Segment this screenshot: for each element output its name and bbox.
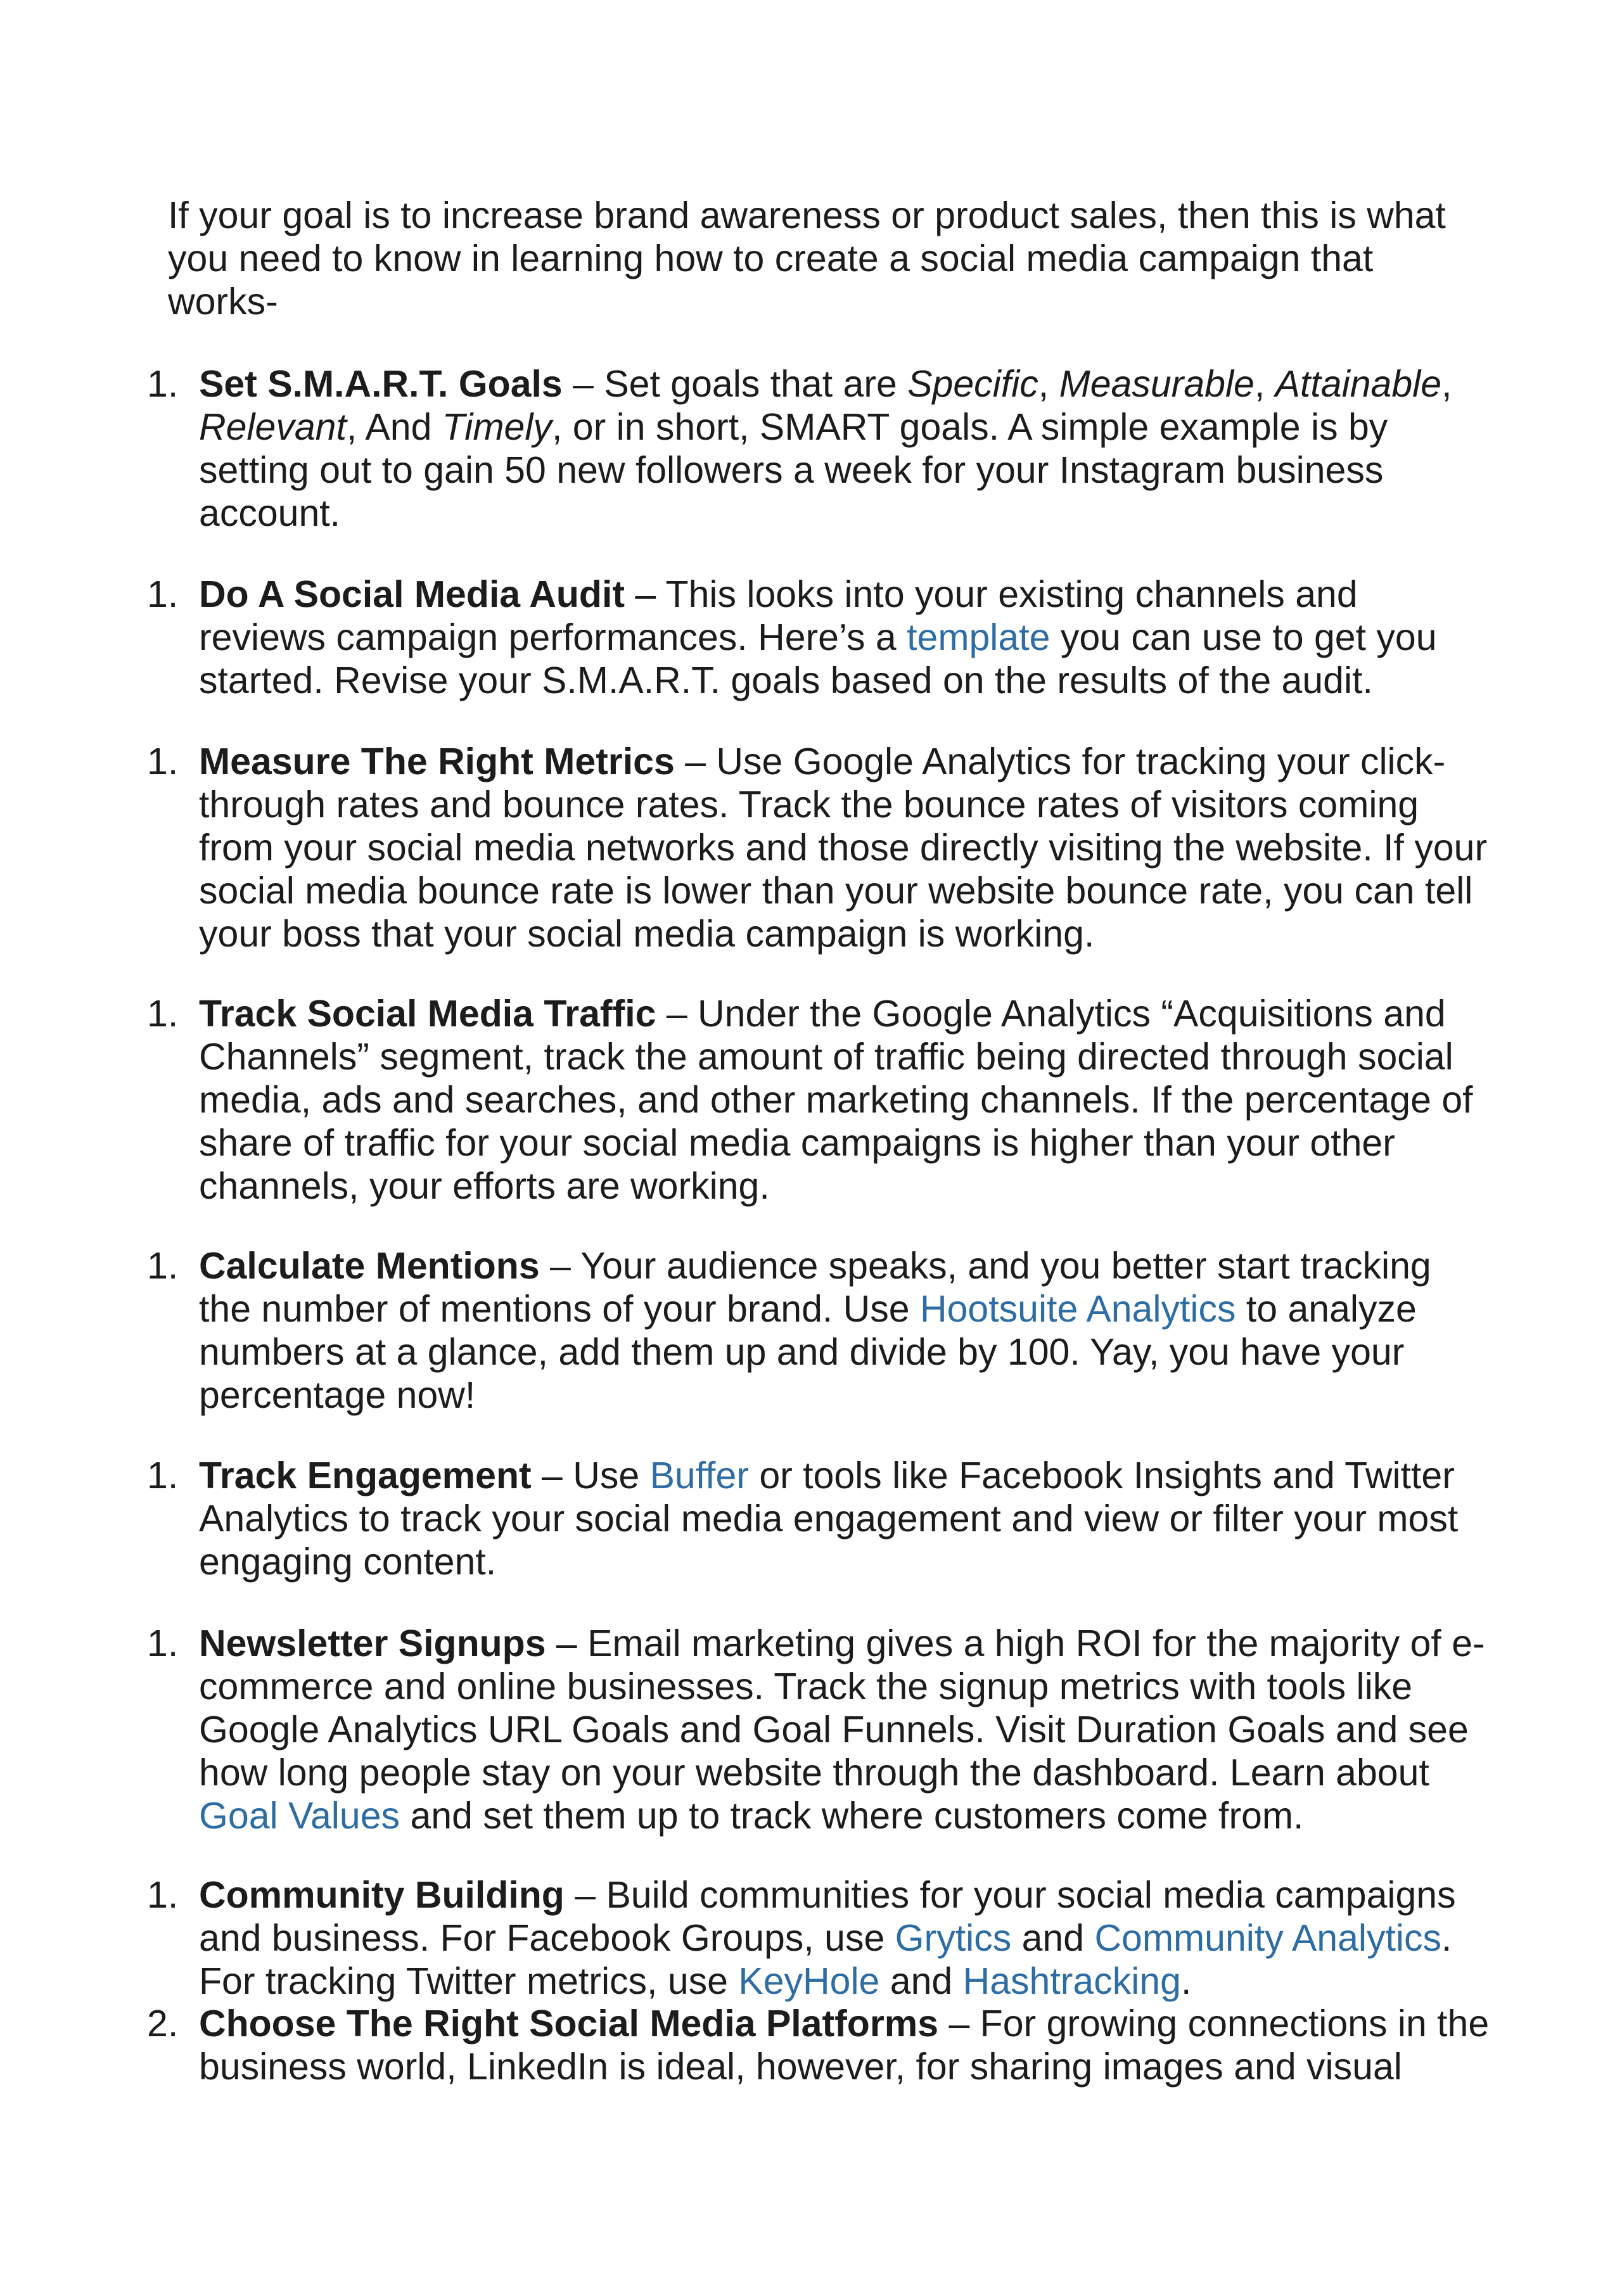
item-text: and set them up to track where customers come from. [400,1795,1304,1837]
goal-values-link[interactable]: Goal Values [199,1795,400,1837]
intro-line: you need to know in learning how to create a social media campaign that [168,238,1374,279]
item-text: , [1254,363,1275,405]
list-item-smart-goals [147,362,1490,535]
list-number: 2. [147,2003,179,2044]
item-text: – Build communities for your social media campaigns and business. For Facebook Groups, use [199,1874,1456,1959]
item-heading: Community Building [199,1874,565,1916]
item-text: – Your audience speaks, and you better start tracking the number of mentions of your brand. Use [199,1245,1431,1330]
item-text: – For growing connections in the business world, LinkedIn is ideal, however, for sharing images and visual [199,2003,1490,2088]
list-number: 1. [147,993,179,1035]
item-text: , [1038,363,1059,405]
intro-line: If your goal is to increase brand awareness or product sales, then this is what [168,195,1446,236]
item-emphasis: Timely [442,406,552,448]
list-item-text [199,573,1490,702]
item-text: , or in short, SMART goals. A simple example is by setting out to gain 50 new followers a week for your Instagram business account. [199,406,1388,534]
item-heading: Track Engagement [199,1455,532,1496]
intro-paragraph [168,194,1473,323]
list-item-social-media-audit [147,573,1490,702]
item-heading: Calculate Mentions [199,1245,540,1287]
hashtracking-link[interactable]: Hashtracking [962,1960,1181,2002]
list-item-calculate-mentions [147,1244,1490,1417]
list-item-text [199,1622,1490,1837]
item-text: and [879,1960,963,2002]
item-text: and [1011,1917,1095,1959]
list-item-community-building [147,1873,1490,2003]
item-text: , [1441,363,1452,405]
item-text: – Under the Google Analytics “Acquisitions and Channels” segment, track the amount of traffic being directed through social media, ads and searches, and other marketing channels. If the percentage of share of traffic for your social media campaigns is higher than your other channels, your efforts are working. [199,993,1473,1207]
list-number: 1. [147,741,179,782]
grytics-link[interactable]: Grytics [895,1917,1012,1959]
list-number: 1. [147,1874,179,1916]
item-text: . [1180,1960,1192,2002]
item-text: . For tracking Twitter metrics, use [199,1917,1452,2002]
list-item-newsletter-signups [147,1622,1490,1837]
list-number: 1. [147,363,179,405]
item-text: – Email marketing gives a high ROI for the majority of e-commerce and online businesses. Track the signup metrics with tools like Google Analytics URL Goals and Goal Funnels. Visit Duration Goals and see how long people stay on your website through the dashboard. Learn about [199,1623,1485,1794]
item-text: , And [346,406,442,448]
buffer-link[interactable]: Buffer [649,1455,749,1496]
list-item-social-media-traffic [147,992,1490,1208]
item-text: to analyze numbers at a glance, add them up and divide by 100. Yay, you have your percentage now! [199,1288,1417,1416]
list-number: 1. [147,1455,179,1496]
list-item-text [199,1873,1490,2003]
list-item-track-engagement [147,1454,1490,1583]
item-heading: Set S.M.A.R.T. Goals [199,363,563,405]
list-item-text [199,362,1490,535]
item-text: – Use Google Analytics for tracking your click-through rates and bounce rates. Track the bounce rates of visitors coming from your social media networks and those directly visiting the website. If your social media bounce rate is lower than your website bounce rate, you can tell your boss that your social media campaign is working. [199,741,1488,955]
list-item-text [199,1244,1490,1417]
keyhole-link[interactable]: KeyHole [738,1960,880,2002]
community-analytics-link[interactable]: Community Analytics [1094,1917,1442,1959]
list-item-text [199,740,1490,955]
list-item-right-metrics [147,740,1490,955]
item-heading: Track Social Media Traffic [199,993,656,1035]
item-text: you can use to get you started. Revise your S.M.A.R.T. goals based on the results of the audit. [199,616,1437,701]
hootsuite-analytics-link[interactable]: Hootsuite Analytics [920,1288,1236,1330]
item-emphasis: Measurable [1059,363,1255,405]
item-heading: Choose The Right Social Media Platforms [199,2003,939,2044]
item-text: – This looks into your existing channels and reviews campaign performances. Here’s a [199,573,1358,658]
item-emphasis: Specific [907,363,1038,405]
item-text: – Use [531,1455,650,1496]
item-text: or tools like Facebook Insights and Twitter Analytics to track your social media engagement and view or filter your most engaging content. [199,1455,1459,1583]
template-link[interactable]: template [907,616,1050,658]
list-number: 1. [147,573,179,615]
list-number: 1. [147,1245,179,1287]
item-heading: Measure The Right Metrics [199,741,675,782]
list-item-right-platforms [147,2002,1490,2088]
intro-line: works- [168,281,278,322]
list-item-text [199,1454,1490,1583]
list-number: 1. [147,1623,179,1664]
list-item-text [199,2002,1490,2088]
list-item-text [199,992,1490,1208]
item-emphasis: Attainable [1275,363,1442,405]
item-heading: Do A Social Media Audit [199,573,625,615]
item-text: – Set goals that are [562,363,908,405]
item-emphasis: Relevant [199,406,347,448]
item-heading: Newsletter Signups [199,1623,546,1664]
